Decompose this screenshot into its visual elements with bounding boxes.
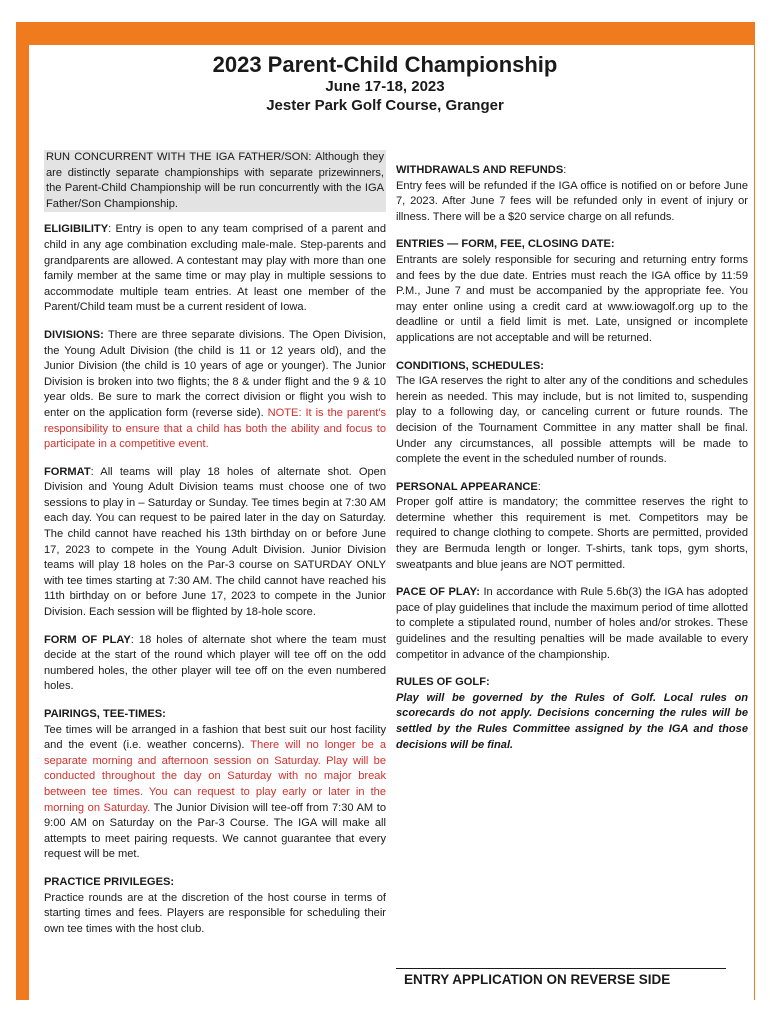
format-text: : All teams will play 18 holes of alternate shot. Open Division and Young Adult Division teams must choose one of two sessions to play in – Saturday or Sunday. Tee times begin at 7:30 AM each day. You can request to be paired later in the day on Saturday. The child cannot have reached his 13th birthday on or before June 17, 2023 to compete in the Young Adult Division. Junior Division teams will play 18 holes on the Par-3 course on SATURDAY ONLY with tee times starting at 7:30 AM. The child cannot have reached his 11th birthday on or before June 17, 2023 to compete in the Junior Division. Each session will be flighted by 18-hole score.	[44, 465, 386, 619]
footer-note: ENTRY APPLICATION ON REVERSE SIDE	[404, 972, 671, 987]
event-venue: Jester Park Golf Course, Granger	[266, 97, 504, 114]
divisions-text: There are three separate divisions. The Open Division, the Young Adult Division (the child is 11 or 12 years old), and the Junior Division (the child is 10 years of age or younger). The Junior Division is broken into two flights; the 8 & under flight and the 9 & 10 year olds. Be sure to mark the correct division or flight you wish to enter on the application form (reverse side).	[44, 328, 386, 419]
conditions-heading: CONDITIONS, SCHEDULES:	[396, 359, 544, 372]
divisions-heading: DIVISIONS:	[44, 328, 104, 341]
format-section	[44, 465, 386, 621]
entries-section	[396, 237, 748, 346]
form-of-play-text: : 18 holes of alternate shot where the team must decide at the start of the round which player will tee off on the odd numbered holes, the other player will tee off on the even numbered holes.	[44, 633, 387, 693]
appearance-text: Proper golf attire is mandatory; the committee reserves the right to determine whether this requirement is met. Competitors may be required to change clothing to compete. Shorts are permitted, provided they are Bermuda length or longer. T-shirts, tank tops, gym shorts, sweatpants and blue jeans are NOT permitted.	[396, 496, 748, 571]
form-of-play-section	[44, 633, 386, 695]
rules-section	[396, 675, 748, 753]
appearance-heading: PERSONAL APPEARANCE	[396, 480, 538, 493]
pairings-text-2: The Junior Division will tee-off from 7:30 AM to 9:00 AM on Saturday on the Par-3 Course. The IGA will make all attempts to meet pairing requests. We cannot guarantee that every request will be met.	[44, 801, 386, 861]
withdrawals-heading: WITHDRAWALS AND REFUNDS	[396, 164, 564, 176]
divisions-section	[44, 328, 386, 453]
eligibility-heading: ELIGIBILITY	[44, 223, 109, 236]
rules-text: Play will be governed by the Rules of Golf. Local rules on scorecards do not apply. Decisions concerning the rules will be settled by the Rules Committee assigned by the IGA and those decisions will be final.	[396, 691, 748, 751]
concurrent-notice: RUN CONCURRENT WITH THE IGA FATHER/SON: Although they are distinctly separate championships with separate prizewinners, the Parent-Child Championship will be run concurrently with the IGA Father/Son Championship.	[44, 150, 386, 212]
practice-text: Practice rounds are at the discretion of the host course in terms of starting times and fees. Players are responsible for scheduling their own tee times with the host club.	[44, 891, 386, 935]
page-title: 2023 Parent-Child Championship	[212, 52, 558, 77]
eligibility-text: : Entry is open to any team comprised of a parent and child in any age combination excluding male-male. Step-parents and grandparents are allowed. A contestant may play with more than one family member at the same time or may play in multiple sessions to accommodate multiple team entries. At least one member of the Parent/Child team must be a current resident of Iowa.	[44, 223, 386, 314]
entries-heading: ENTRIES — FORM, FEE, CLOSING DATE:	[396, 238, 615, 251]
pairings-heading: PAIRINGS, TEE-TIMES:	[44, 708, 166, 720]
practice-heading: PRACTICE PRIVILEGES:	[44, 875, 175, 888]
withdrawals-text: Entry fees will be refunded if the IGA office is notified on or before June 7, 2023. After June 7 fees will be refunded only in event of injury or illness. There will be a $20 service charge on all refunds.	[396, 179, 748, 223]
conditions-text: The IGA reserves the right to alter any of the conditions and schedules herein as needed. This may include, but is not limited to, suspending play to a following day, or canceling current or future rounds. The decision of the Tournament Committee in any matter shall be final. Under any circumstances, all possible attempts will be made to complete the event in the scheduled number of rounds.	[396, 375, 748, 466]
conditions-section	[396, 359, 748, 468]
left-column	[44, 150, 386, 949]
footer-divider	[396, 968, 726, 969]
header	[188, 45, 582, 123]
withdrawals-section: WITHDRAWALS AND REFUNDS: Entry fees will be refunded if the IGA office is notified on or before June 7, 2023. After June 7 fees will be refunded only in event of injury or illness. There will be a $20 service charge on all refunds.	[396, 164, 748, 223]
format-heading: FORMAT	[44, 465, 91, 478]
appearance-section: PERSONAL APPEARANCE: Proper golf attire is mandatory; the committee reserves the right to determine whether this requirement is met. Competitors may be required to change clothing to compete. Shorts are permitted, provided they are Bermuda length or longer. T-shirts, tank tops, gym shorts, sweatpants and blue jeans are NOT permitted.	[396, 480, 748, 571]
eligibility-section	[44, 222, 386, 316]
pace-section	[396, 585, 748, 663]
right-column	[396, 163, 748, 765]
pairings-section	[44, 707, 386, 863]
pace-text: In accordance with Rule 5.6b(3) the IGA has adopted pace of play guidelines that include the maximum period of time allotted to complete a stipulated round, number of holes and/or strokes. These guidelines and the resulting penalties will be made available to every competitor in advance of the championship.	[396, 586, 748, 661]
event-dates: June 17-18, 2023	[325, 78, 445, 95]
rules-heading: RULES OF GOLF:	[396, 676, 490, 689]
pace-heading: PACE OF PLAY:	[396, 586, 480, 599]
form-of-play-heading: FORM OF PLAY	[44, 633, 131, 646]
pairings-red-text: There will no longer be a separate morning and afternoon session on Saturday. Play will be conducted throughout the day on Saturday with no major break between tee times. You can request to play early or later in the morning on Saturday.	[44, 739, 387, 814]
practice-section	[44, 875, 386, 937]
pairings-text-1: Tee times will be arranged in a fashion that best suit our host facility and the event (i.e. weather concerns).	[44, 723, 386, 752]
divisions-note: NOTE: It is the parent's responsibility to ensure that a child has both the ability and focus to participate in a competitive event.	[44, 406, 386, 451]
entries-text: Entrants are solely responsible for securing and returning entry forms and fees by the due date. Entries must reach the IGA office by 11:59 P.M., June 7 and must be accompanied by the appropriate fee. You may enter online using a credit card at www.iowagolf.org up to the deadline or until a field limit is met. Late, unsigned or incomplete applications are not acceptable and will be returned.	[396, 253, 748, 344]
